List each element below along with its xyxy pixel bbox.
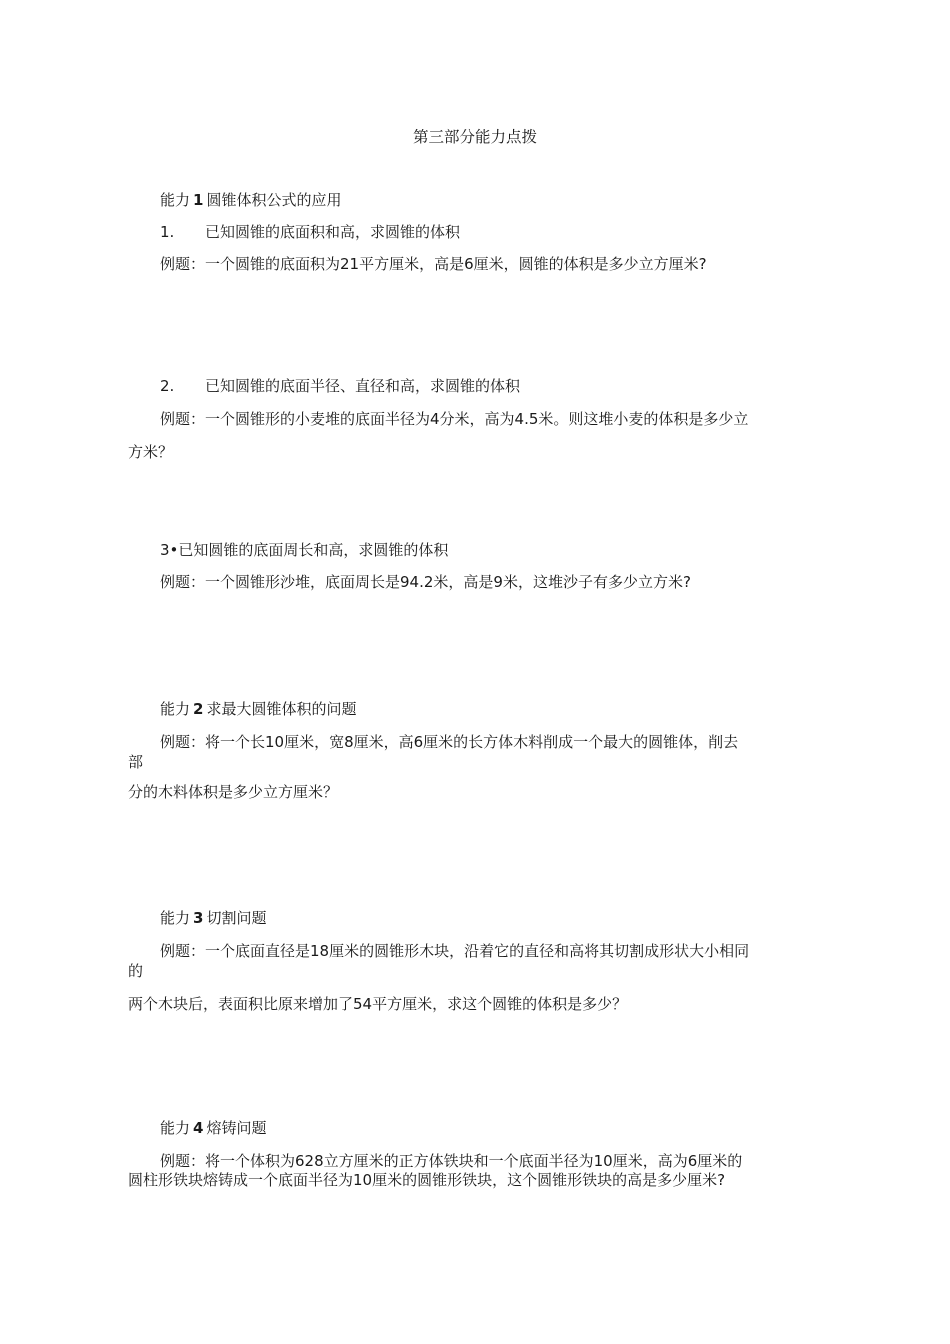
- item-number: 2.: [160, 377, 175, 395]
- section-4-example-line2: 圆柱形铁块熔铸成一个底面半径为10厘米的圆锥形铁块，这个圆锥形铁块的高是多少厘米?: [128, 1171, 726, 1189]
- item-number: 1.: [160, 223, 175, 241]
- heading-number: 2: [193, 700, 204, 718]
- heading-number: 3: [193, 909, 204, 927]
- heading-number: 4: [193, 1119, 204, 1137]
- item-number: 3•: [160, 541, 179, 559]
- heading-text: 熔铸问题: [206, 1119, 267, 1137]
- item-1-1-example: 例题：一个圆锥的底面积为21平方厘米，高是6厘米，圆锥的体积是多少立方厘米?: [160, 255, 707, 273]
- heading-prefix: 能力: [160, 700, 191, 718]
- heading-prefix: 能力: [160, 1119, 191, 1137]
- section-2-example-line2: 部: [128, 753, 144, 771]
- item-text: 已知圆锥的底面周长和高，求圆锥的体积: [178, 541, 449, 559]
- item-1-1: [160, 222, 460, 242]
- item-text: 已知圆锥的底面半径、直径和高，求圆锥的体积: [205, 377, 521, 395]
- section-2-example-line1: 例题：将一个长10厘米，宽8厘米，高6厘米的长方体木料削成一个最大的圆锥体，削去: [160, 733, 739, 751]
- section-3-example-line3: 两个木块后，表面积比原来增加了54平方厘米，求这个圆锥的体积是多少？: [128, 995, 628, 1013]
- item-1-2: [160, 376, 520, 396]
- heading-text: 求最大圆锥体积的问题: [206, 700, 357, 718]
- heading-prefix: 能力: [160, 909, 191, 927]
- page-title: 第三部分能力点拨: [413, 128, 538, 146]
- section-3-heading: [160, 908, 266, 928]
- heading-text: 切割问题: [206, 909, 267, 927]
- section-3-example-line2: 的: [128, 962, 144, 980]
- section-1-heading: [160, 190, 341, 210]
- section-3-example-line1: 例题：一个底面直径是18厘米的圆锥形木块，沿着它的直径和高将其切割成形状大小相同: [160, 942, 750, 960]
- item-1-3-example: 例题：一个圆锥形沙堆，底面周长是94.2米，高是9米，这堆沙子有多少立方米?: [160, 573, 691, 591]
- section-4-example-line1: 例题：将一个体积为628立方厘米的正方体铁块和一个底面半径为10厘米，高为6厘米的: [160, 1152, 743, 1170]
- heading-text: 圆锥体积公式的应用: [206, 191, 342, 209]
- section-4-heading: [160, 1118, 266, 1138]
- item-text: 已知圆锥的底面积和高，求圆锥的体积: [205, 223, 461, 241]
- heading-number: 1: [193, 191, 204, 209]
- section-2-heading: [160, 699, 356, 719]
- heading-prefix: 能力: [160, 191, 191, 209]
- item-1-2-example-line1: 例题：一个圆锥形的小麦堆的底面半径为4分米，高为4.5米。则这堆小麦的体积是多少立: [160, 410, 749, 428]
- item-1-2-example-line2: 方米？: [128, 443, 174, 461]
- item-1-3: [160, 540, 448, 560]
- section-2-example-line3: 分的木料体积是多少立方厘米？: [128, 783, 339, 801]
